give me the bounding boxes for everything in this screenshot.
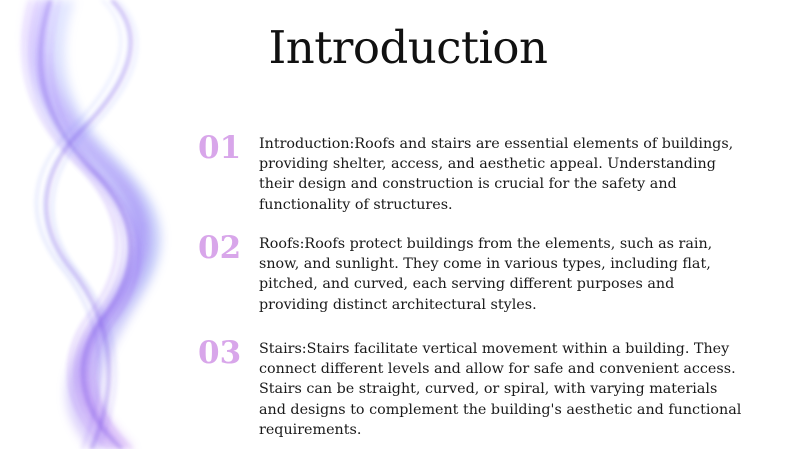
item-text: Stairs:Stairs facilitate vertical movement within a building. They connect different levels and allow for safe and convenient access. Stairs can be straight, curved, or spiral, with varying materials and designs to complement the building's aesthetic and functional requirements. (259, 341, 742, 438)
item-text: Introduction:Roofs and stairs are essential elements of buildings, providing shelter, access, and aesthetic appeal. Understanding their design and construction is crucial for the safety and functionality of structures. (259, 136, 734, 213)
item-number: 02 (198, 230, 242, 266)
item-number: 03 (198, 335, 242, 371)
item-text: Roofs:Roofs protect buildings from the elements, such as rain, snow, and sunlight. They come in various types, including flat, pitched, and curved, each serving different purposes and providing distinct architectural styles. (259, 236, 713, 313)
item-number: 01 (198, 130, 242, 166)
slide-title: Introduction (268, 21, 548, 74)
